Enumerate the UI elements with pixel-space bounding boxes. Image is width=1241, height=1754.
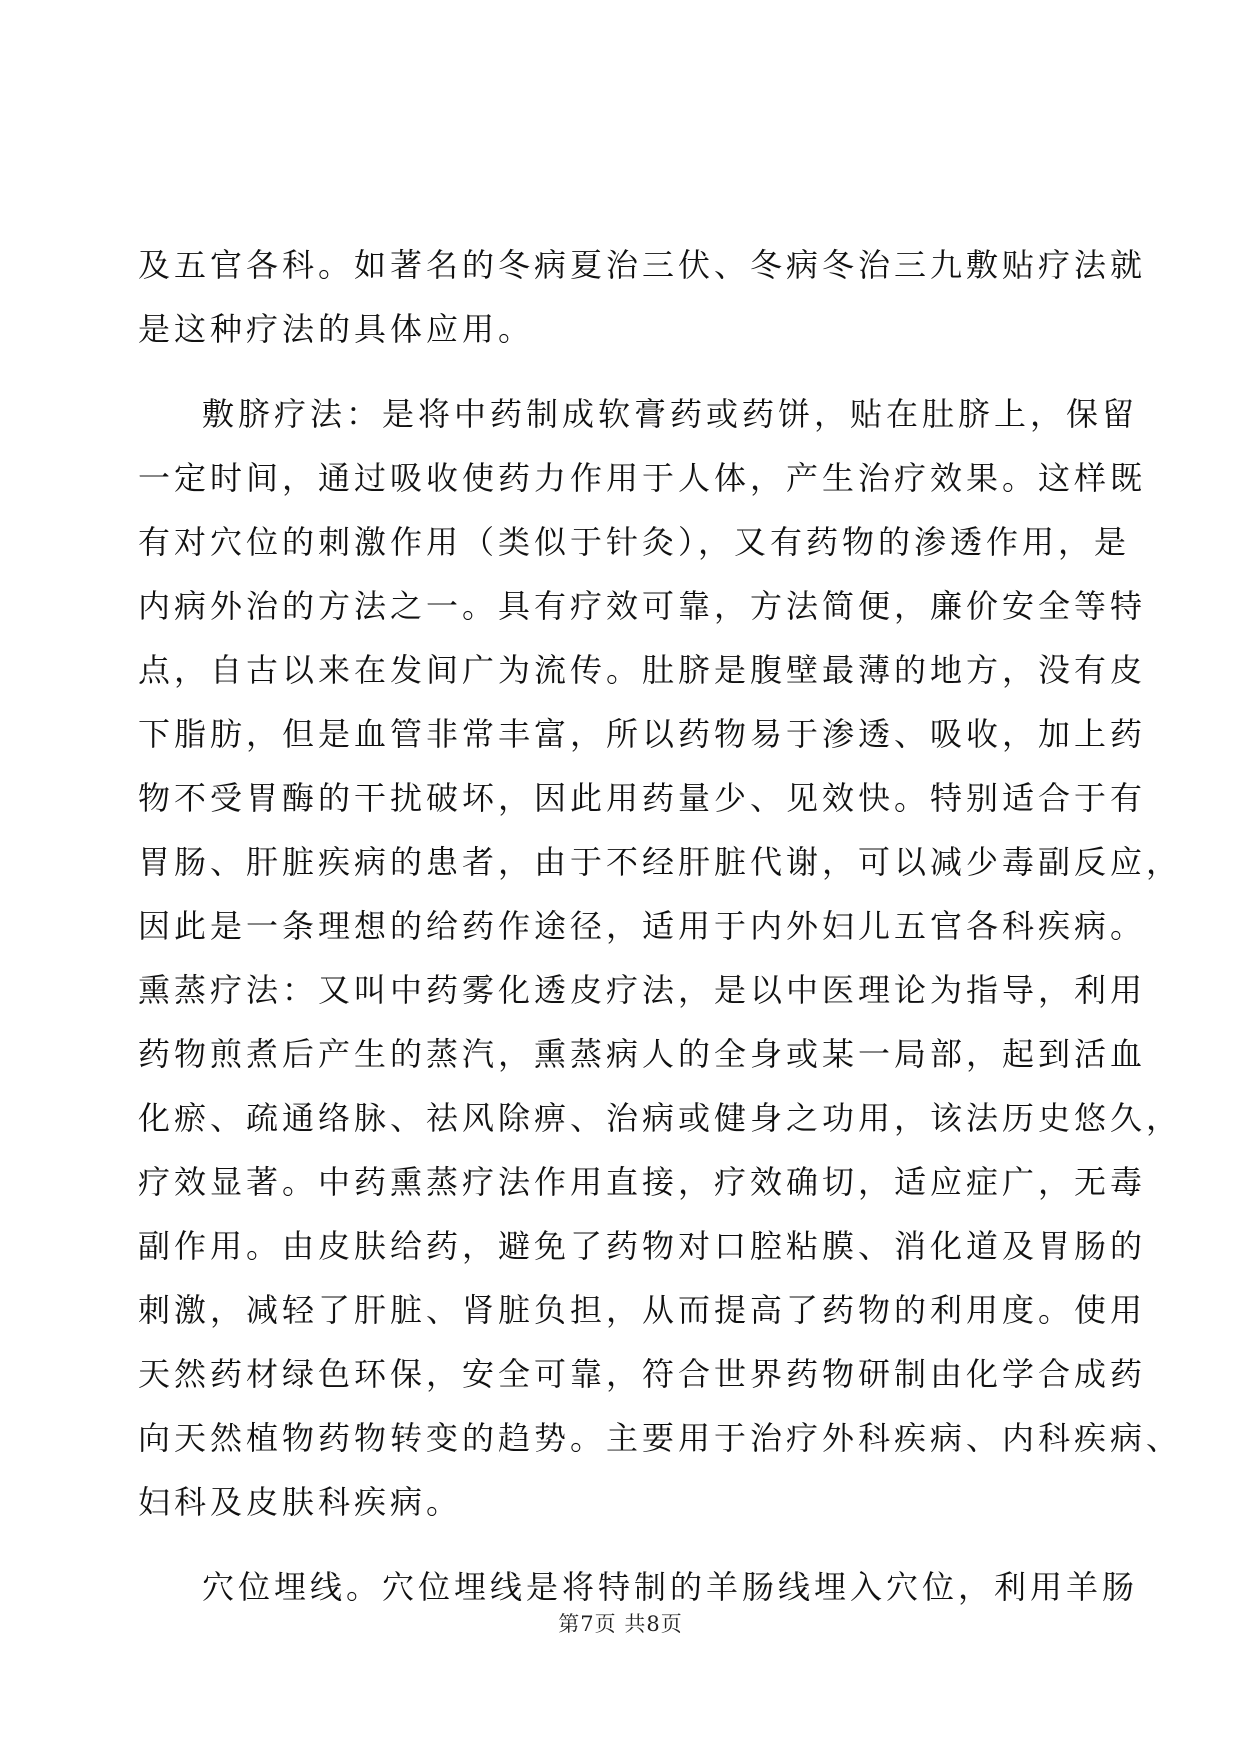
page-number-footer: 第7页 共8页 [558,1612,683,1636]
text-line: 熏蒸疗法：又叫中药雾化透皮疗法，是以中医理论为指导，利用 [138,971,1147,1009]
text-line: 天然药材绿色环保，安全可靠，符合世界药物研制由化学合成药 [138,1355,1147,1393]
text-line: 妇科及皮肤科疾病。 [138,1483,463,1521]
text-line: 点，自古以来在发间广为流传。肚脐是腹壁最薄的地方，没有皮 [138,651,1147,689]
text-line: 及五官各科。如著名的冬病夏治三伏、冬病冬治三九敷贴疗法就 [138,246,1147,284]
text-line: 向天然植物药物转变的趋势。主要用于治疗外科疾病、内科疾病、 [138,1419,1183,1457]
document-body [138,233,1183,1619]
text-line: 敷脐疗法：是将中药制成软膏药或药饼，贴在肚脐上，保留 [202,395,1139,433]
text-line: 下脂肪，但是血管非常丰富，所以药物易于渗透、吸收，加上药 [138,715,1147,753]
text-line: 副作用。由皮肤给药，避免了药物对口腔粘膜、消化道及胃肠的 [138,1227,1147,1265]
text-line: 物不受胃酶的干扰破坏，因此用药量少、见效快。特别适合于有 [138,779,1147,817]
text-line: 药物煎煮后产生的蒸汽，熏蒸病人的全身或某一局部，起到活血 [138,1035,1147,1073]
paragraph-1 [138,233,1147,361]
text-line: 刺激，减轻了肝脏、肾脏负担，从而提高了药物的利用度。使用 [138,1291,1147,1329]
text-line: 疗效显著。中药熏蒸疗法作用直接，疗效确切，适应症广，无毒 [138,1163,1147,1201]
text-line: 有对穴位的刺激作用（类似于针灸），又有药物的渗透作用，是 [138,523,1131,561]
text-line: 穴位埋线。穴位埋线是将特制的羊肠线埋入穴位，利用羊肠 [202,1568,1139,1606]
text-line: 胃肠、肝脏疾病的患者，由于不经肝脏代谢，可以减少毒副反应， [138,843,1183,881]
text-line: 是这种疗法的具体应用。 [138,310,535,348]
text-line: 化瘀、疏通络脉、祛风除痹、治病或健身之功用，该法历史悠久， [138,1099,1183,1137]
paragraph-gap [138,361,1088,382]
paragraph-gap [138,1534,1088,1555]
text-line: 内病外治的方法之一。具有疗效可靠，方法简便，廉价安全等特 [138,587,1147,625]
text-line: 因此是一条理想的给药作途径，适用于内外妇儿五官各科疾病。 [138,907,1147,945]
paragraph-2 [138,382,1183,1534]
text-line: 一定时间，通过吸收使药力作用于人体，产生治疗效果。这样既 [138,459,1147,497]
